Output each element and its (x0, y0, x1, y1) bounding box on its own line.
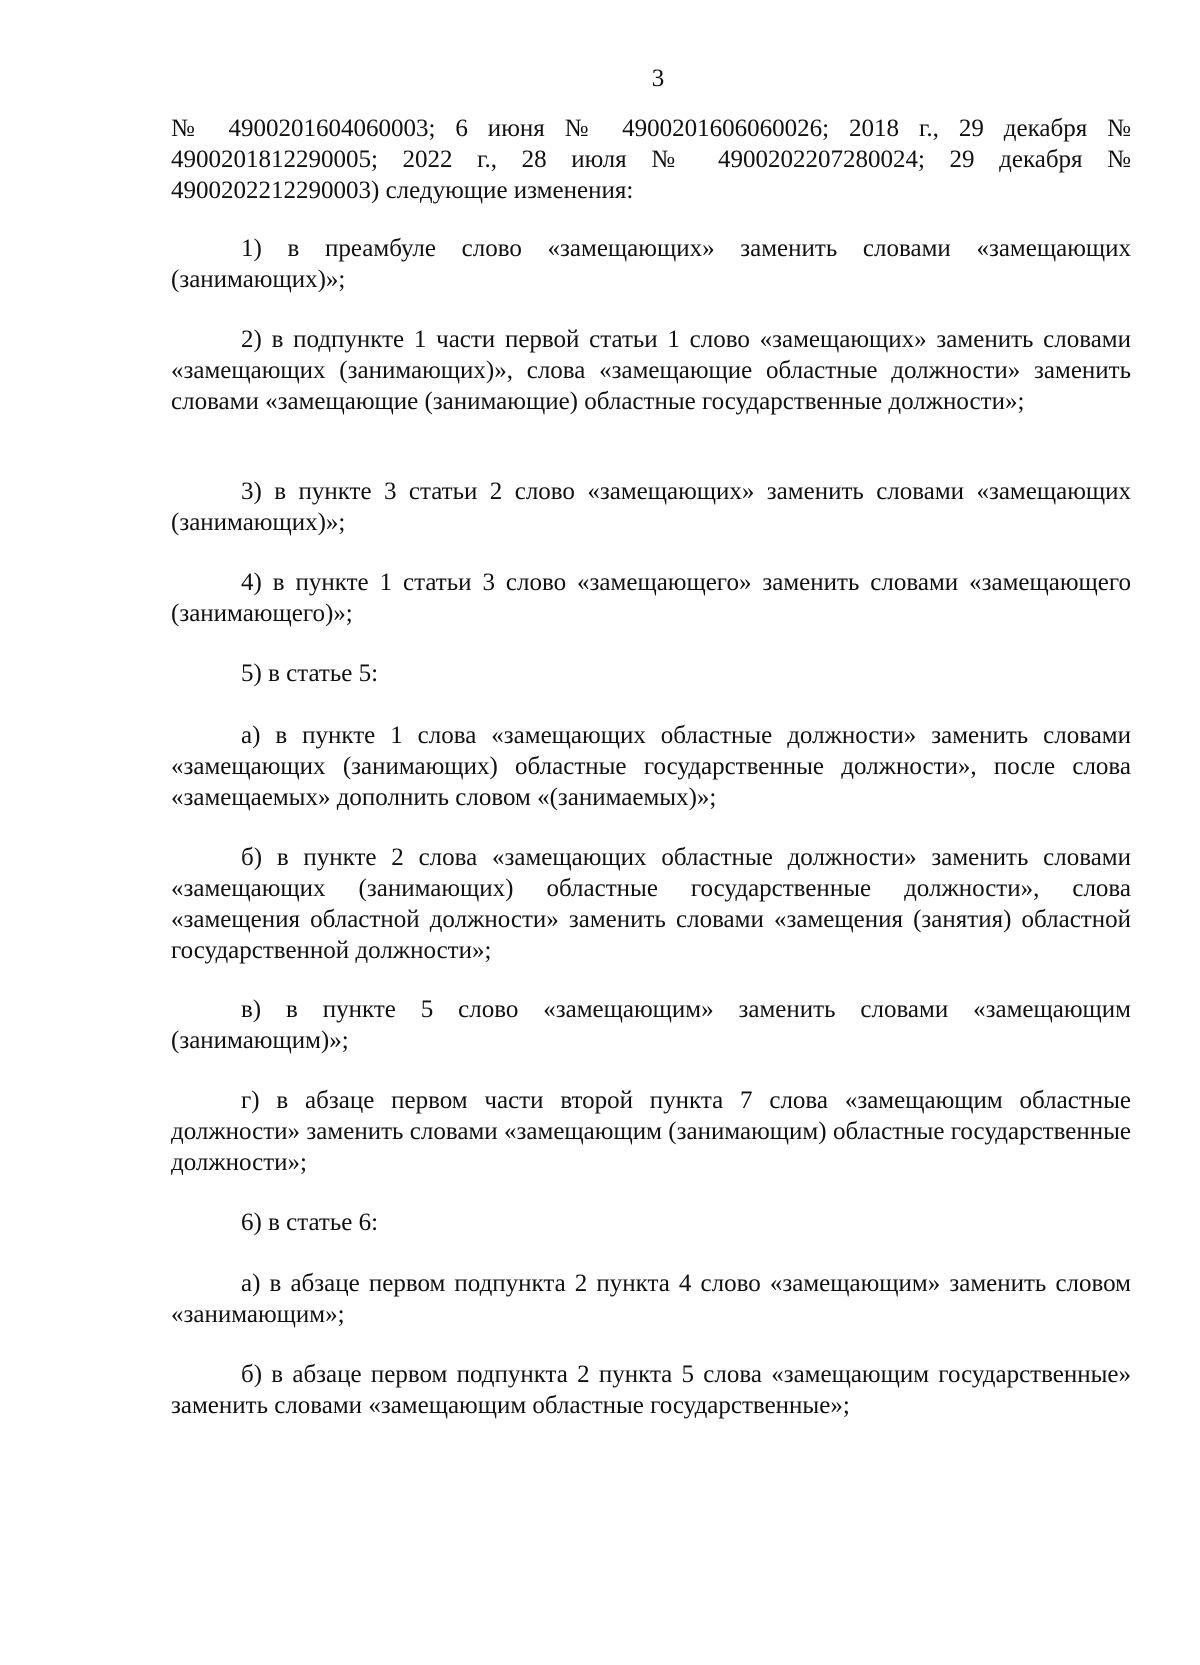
paragraph-item-5a: а) в пункте 1 слова «замещающих областные должности» заменить словами «замещающих (занимающих) областные государственные должности», после слова «замещаемых» дополнить словом «(занимаемых)»; (171, 722, 1131, 811)
paragraph-item-6a: а) в абзаце первом подпункта 2 пункта 4 слово «замещающим» заменить словом «занимающим»; (171, 1270, 1131, 1328)
paragraph-item-5v: в) в пункте 5 слово «замещающим» заменить словами «замещающим (занимающим)»; (171, 996, 1131, 1054)
paragraph-item-5b: б) в пункте 2 слова «замещающих областные должности» заменить словами «замещающих (занимающих) областные государственные должности», слова «замещения областной должности» заменить словами «замещения (занятия) областной государственной должности»; (171, 844, 1131, 964)
paragraph-item-1: 1) в преамбуле слово «замещающих» заменить словами «замещающих (занимающих)»; (171, 235, 1131, 293)
paragraph-preamble-continuation: № 4900201604060003; 6 июня № 4900201606060026; 2018 г., 29 декабря № 4900201812290005; 2022 г., 28 июля № 4900202207280024; 29 декабря № 4900202212290003) следующие изменения: (171, 115, 1131, 204)
paragraph-item-5: 5) в статье 5: (241, 660, 379, 687)
paragraph-item-5g: г) в абзаце первом части второй пункта 7 слова «замещающим областные должности» заменить словами «замещающим (занимающим) областные государственные должности»; (171, 1087, 1131, 1176)
paragraph-item-4: 4) в пункте 1 статьи 3 слово «замещающего» заменить словами «замещающего (занимающего)»; (171, 569, 1131, 627)
page-number: 3 (651, 65, 665, 92)
paragraph-item-2: 2) в подпункте 1 части первой статьи 1 слово «замещающих» заменить словами «замещающих (занимающих)», слова «замещающие областные должности» заменить словами «замещающие (занимающие) областные государственные должности»; (171, 326, 1131, 415)
paragraph-item-3: 3) в пункте 3 статьи 2 слово «замещающих» заменить словами «замещающих (занимающих)»; (171, 478, 1131, 536)
paragraph-item-6: 6) в статье 6: (241, 1209, 379, 1236)
paragraph-item-6b: б) в абзаце первом подпункта 2 пункта 5 слова «замещающим государственные» заменить словами «замещающим областные государственные»; (171, 1361, 1131, 1419)
